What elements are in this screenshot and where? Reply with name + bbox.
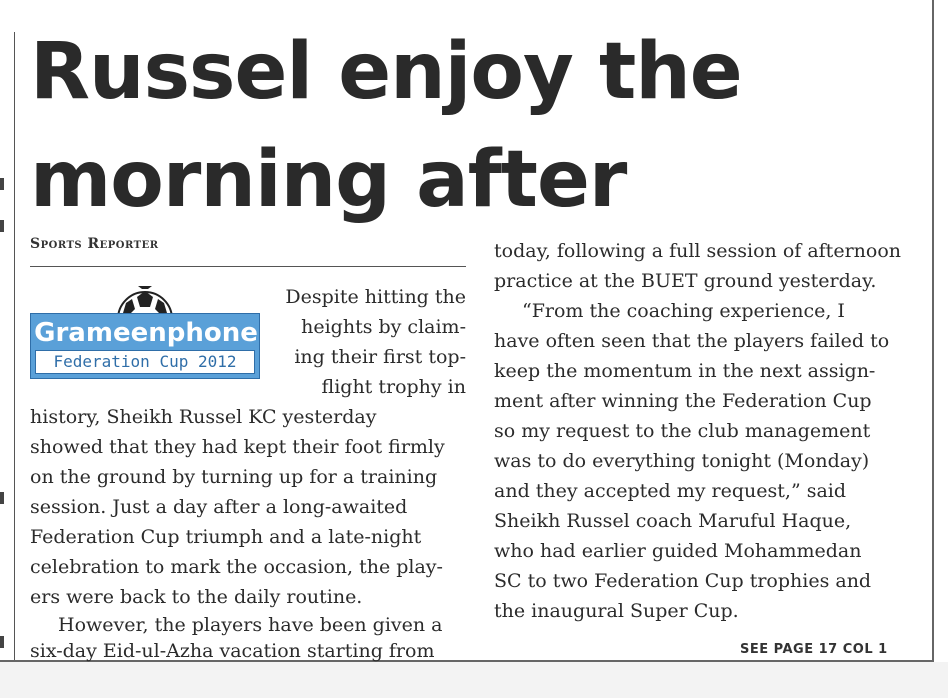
adjacent-article-edge: [0, 0, 12, 660]
body-line: today, following a full session of afternoon: [494, 240, 901, 262]
body-line: practice at the BUET ground yesterday.: [494, 270, 877, 292]
body-line: Despite hitting the: [285, 286, 466, 308]
body-line: flight trophy in: [321, 376, 466, 398]
continuation-jump: SEE PAGE 17 COL 1: [740, 642, 888, 657]
body-line: ment after winning the Federation Cup: [494, 390, 872, 412]
body-line: the inaugural Super Cup.: [494, 600, 739, 622]
logo-subtitle-box: [35, 350, 255, 374]
body-line: and they accepted my request,” said: [494, 480, 847, 502]
page-bottom-background: [0, 662, 948, 698]
body-line: have often seen that the players failed to: [494, 330, 890, 352]
headline-line-2: morning after: [30, 135, 627, 225]
edge-mark: [0, 492, 4, 504]
body-line: so my request to the club management: [494, 420, 871, 442]
headline: [30, 18, 920, 234]
body-line: celebration to mark the occasion, the play-: [30, 556, 443, 578]
body-line: on the ground by turning up for a training: [30, 466, 438, 488]
body-line: ers were back to the daily routine.: [30, 586, 363, 608]
body-line: session. Just a day after a long-awaited: [30, 496, 408, 518]
body-line: However, the players have been given a: [58, 614, 443, 636]
byline-text: Sports Reporter: [30, 236, 159, 252]
body-line: Federation Cup triumph and a late-night: [30, 526, 422, 548]
body-line: history, Sheikh Russel KC yesterday: [30, 406, 377, 428]
body-line: who had earlier guided Mohammedan: [494, 540, 862, 562]
body-line: six-day Eid-ul-Azha vacation starting from: [30, 640, 435, 662]
body-line: keep the momentum in the next assign-: [494, 360, 876, 382]
edge-mark: [0, 636, 4, 648]
logo-banner: [30, 313, 260, 379]
body-line: showed that they had kept their foot firmly: [30, 436, 445, 458]
edge-mark: [0, 178, 4, 190]
body-line: “From the coaching experience, I: [522, 300, 845, 322]
federation-cup-logo: [30, 283, 262, 381]
body-line: SC to two Federation Cup trophies and: [494, 570, 872, 592]
headline-line-1: Russel enjoy the: [30, 27, 742, 117]
logo-subtitle: Federation Cup 2012: [53, 352, 237, 371]
byline-rule: [30, 266, 466, 267]
body-line: ing their first top-: [294, 346, 466, 368]
body-line: heights by claim-: [301, 316, 466, 338]
page-border-right: [932, 0, 934, 662]
column-rule-left: [14, 32, 15, 660]
logo-title: Grameenphone: [34, 318, 258, 348]
body-line: was to do everything tonight (Monday): [494, 450, 870, 472]
edge-mark: [0, 220, 4, 232]
body-line: Sheikh Russel coach Maruful Haque,: [494, 510, 852, 532]
byline: [30, 236, 159, 252]
